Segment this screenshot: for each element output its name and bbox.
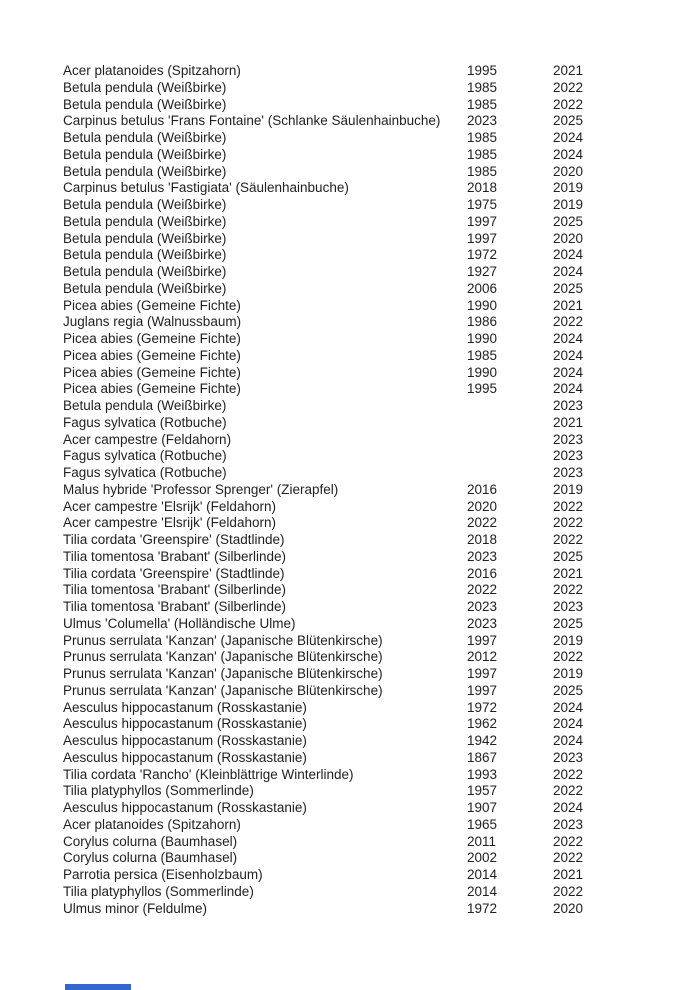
year-column-2-value: 2022 [553, 515, 584, 531]
tree-name-label: Betula pendula (Weißbirke) [63, 247, 227, 263]
table-row [0, 783, 700, 800]
tree-name-label: Aesculus hippocastanum (Rosskastanie) [63, 800, 307, 815]
year-column-1-value: 1965 [467, 816, 498, 832]
table-row [0, 381, 700, 398]
year-column-1-value: 1997 [467, 213, 498, 229]
year-column-1-value: 2002 [467, 850, 498, 866]
year-column-2-value: 2019 [553, 180, 584, 196]
tree-name-label: Betula pendula (Weißbirke) [63, 230, 227, 246]
year-column-2-value: 2023 [553, 431, 584, 447]
year-column-1-value: 2022 [467, 582, 498, 598]
tree-name-label: Acer platanoides (Spitzahorn) [63, 63, 241, 78]
tree-name-label: Tilia cordata 'Greenspire' (Stadtlinde) [63, 565, 285, 581]
year-column-1-value: 1997 [467, 682, 498, 698]
tree-name-label: Betula pendula (Weißbirke) [63, 163, 227, 179]
tree-name-label: Corylus colurna (Baumhasel) [63, 850, 238, 866]
year-column-2-value: 2022 [553, 783, 584, 799]
tree-name-label: Acer campestre 'Elsrijk' (Feldahorn) [63, 515, 276, 531]
tree-name-label: Acer campestre (Feldahorn) [63, 431, 232, 447]
tree-name-label: Acer campestre 'Elsrijk' (Feldahorn) [63, 498, 276, 514]
tree-name-label: Tilia tomentosa 'Brabant' (Silberlinde) [63, 548, 287, 564]
year-column-2-value: 2022 [553, 532, 584, 547]
tree-name-label: Fagus sylvatica (Rotbuche) [63, 465, 227, 480]
year-column-1-value: 2023 [467, 548, 498, 564]
table-row [0, 633, 700, 650]
year-column-1-value: 2022 [467, 515, 498, 531]
year-column-2-value: 2024 [553, 347, 584, 363]
tree-name-label: Parrotia persica (Eisenholzbaum) [63, 867, 263, 882]
table-row [0, 499, 700, 516]
table-row [0, 180, 700, 197]
tree-name-label: Betula pendula (Weißbirke) [63, 146, 227, 162]
year-column-1-value: 2018 [467, 180, 498, 196]
year-column-1-value: 1927 [467, 264, 498, 279]
tree-name-label: Betula pendula (Weißbirke) [63, 79, 227, 95]
year-column-2-value: 2023 [553, 599, 584, 614]
year-column-2-value: 2019 [553, 666, 584, 681]
tree-name-label: Picea abies (Gemeine Fichte) [63, 381, 241, 397]
tree-name-label: Prunus serrulata 'Kanzan' (Japanische Blütenkirsche) [63, 632, 383, 648]
tree-name-label: Acer platanoides (Spitzahorn) [63, 816, 241, 832]
table-row [0, 281, 700, 298]
year-column-2-value: 2022 [553, 833, 584, 849]
tree-name-label: Betula pendula (Weißbirke) [63, 213, 227, 229]
year-column-1-value: 1942 [467, 733, 498, 748]
year-column-1-value: 2014 [467, 867, 498, 882]
table-row [0, 700, 700, 717]
year-column-2-value: 2020 [553, 900, 584, 916]
table-row [0, 231, 700, 248]
year-column-2-value: 2025 [553, 280, 584, 296]
year-column-1-value: 1907 [467, 800, 498, 815]
table-row [0, 314, 700, 331]
table-row [0, 901, 700, 918]
year-column-1-value: 2020 [467, 498, 498, 514]
tree-name-label: Betula pendula (Weißbirke) [63, 96, 227, 112]
year-column-2-value: 2022 [553, 582, 584, 598]
table-row [0, 97, 700, 114]
year-column-1-value: 1993 [467, 766, 498, 782]
tree-name-label: Betula pendula (Weißbirke) [63, 197, 227, 212]
table-row [0, 348, 700, 365]
year-column-2-value: 2023 [553, 749, 584, 765]
table-row [0, 683, 700, 700]
year-column-2-value: 2020 [553, 163, 584, 179]
year-column-1-value: 2016 [467, 481, 498, 497]
year-column-2-value: 2022 [553, 649, 584, 665]
table-row [0, 867, 700, 884]
year-column-1-value: 2012 [467, 649, 498, 665]
year-column-2-value: 2022 [553, 96, 584, 112]
tree-name-label: Aesculus hippocastanum (Rosskastanie) [63, 699, 307, 715]
tree-name-label: Betula pendula (Weißbirke) [63, 398, 227, 413]
table-row [0, 616, 700, 633]
table-row [0, 515, 700, 532]
year-column-2-value: 2024 [553, 146, 584, 162]
tree-name-label: Picea abies (Gemeine Fichte) [63, 331, 241, 346]
table-row [0, 716, 700, 733]
table-row [0, 767, 700, 784]
table-row [0, 164, 700, 181]
year-column-2-value: 2025 [553, 113, 584, 129]
tree-name-label: Picea abies (Gemeine Fichte) [63, 297, 241, 313]
tree-name-label: Tilia tomentosa 'Brabant' (Silberlinde) [63, 599, 287, 614]
year-column-2-value: 2024 [553, 733, 584, 748]
tree-name-label: Prunus serrulata 'Kanzan' (Japanische Blütenkirsche) [63, 682, 383, 698]
table-row [0, 63, 700, 80]
year-column-1-value: 2018 [467, 532, 498, 547]
table-row [0, 113, 700, 130]
year-column-1-value: 2006 [467, 280, 498, 296]
year-column-1-value: 1990 [467, 331, 498, 346]
tree-name-label: Prunus serrulata 'Kanzan' (Japanische Blütenkirsche) [63, 649, 383, 665]
tree-name-label: Tilia cordata 'Rancho' (Kleinblättrige Winterlinde) [63, 766, 354, 782]
year-column-2-value: 2023 [553, 465, 584, 480]
table-row [0, 130, 700, 147]
year-column-1-value: 2023 [467, 615, 498, 631]
table-row [0, 432, 700, 449]
table-row [0, 247, 700, 264]
table-row [0, 365, 700, 382]
year-column-1-value: 1997 [467, 666, 498, 681]
table-row [0, 800, 700, 817]
tree-name-label: Aesculus hippocastanum (Rosskastanie) [63, 716, 307, 732]
year-column-1-value: 2016 [467, 565, 498, 581]
year-column-1-value: 1972 [467, 900, 498, 916]
year-column-1-value: 2023 [467, 113, 498, 129]
year-column-1-value: 1985 [467, 79, 498, 95]
year-column-2-value: 2025 [553, 682, 584, 698]
clipped-blue-element[interactable] [65, 984, 131, 990]
year-column-2-value: 2021 [553, 867, 584, 882]
year-column-2-value: 2023 [553, 448, 584, 464]
year-column-2-value: 2024 [553, 331, 584, 346]
year-column-1-value: 1986 [467, 314, 498, 330]
year-column-2-value: 2022 [553, 79, 584, 95]
table-row [0, 197, 700, 214]
year-column-1-value: 1985 [467, 347, 498, 363]
table-row [0, 448, 700, 465]
year-column-2-value: 2021 [553, 297, 584, 313]
year-column-1-value: 1990 [467, 297, 498, 313]
table-row [0, 750, 700, 767]
year-column-2-value: 2025 [553, 548, 584, 564]
table-row [0, 549, 700, 566]
year-column-1-value: 1975 [467, 197, 498, 212]
year-column-1-value: 1972 [467, 699, 498, 715]
tree-name-label: Betula pendula (Weißbirke) [63, 280, 227, 296]
table-row [0, 532, 700, 549]
table-row [0, 850, 700, 867]
year-column-1-value: 1997 [467, 632, 498, 648]
table-row [0, 398, 700, 415]
year-column-1-value: 1957 [467, 783, 498, 799]
year-column-2-value: 2024 [553, 130, 584, 145]
table-row [0, 214, 700, 231]
year-column-1-value: 2011 [467, 833, 497, 849]
tree-name-label: Juglans regia (Walnussbaum) [63, 314, 242, 330]
table-row [0, 264, 700, 281]
year-column-2-value: 2023 [553, 816, 584, 832]
tree-name-label: Carpinus betulus 'Fastigiata' (Säulenhainbuche) [63, 180, 349, 196]
table-row [0, 147, 700, 164]
year-column-1-value: 1995 [467, 63, 498, 78]
year-column-1-value: 1985 [467, 146, 498, 162]
year-column-1-value: 1985 [467, 163, 498, 179]
tree-name-label: Fagus sylvatica (Rotbuche) [63, 448, 227, 464]
tree-name-label: Betula pendula (Weißbirke) [63, 264, 227, 279]
year-column-2-value: 2024 [553, 716, 584, 732]
tree-name-label: Fagus sylvatica (Rotbuche) [63, 414, 227, 430]
year-column-1-value: 2023 [467, 599, 498, 614]
year-column-2-value: 2022 [553, 314, 584, 330]
year-column-2-value: 2023 [553, 398, 584, 413]
tree-name-label: Tilia cordata 'Greenspire' (Stadtlinde) [63, 532, 285, 547]
tree-name-label: Aesculus hippocastanum (Rosskastanie) [63, 733, 307, 748]
table-row [0, 482, 700, 499]
table-row [0, 666, 700, 683]
table-row [0, 465, 700, 482]
tree-name-label: Ulmus minor (Feldulme) [63, 900, 208, 916]
year-column-2-value: 2021 [553, 414, 584, 430]
year-column-2-value: 2024 [553, 364, 584, 380]
year-column-2-value: 2019 [553, 632, 584, 648]
year-column-2-value: 2024 [553, 247, 584, 263]
year-column-1-value: 1972 [467, 247, 498, 263]
year-column-2-value: 2025 [553, 213, 584, 229]
year-column-2-value: 2021 [553, 565, 584, 581]
tree-name-label: Tilia platyphyllos (Sommerlinde) [63, 883, 254, 899]
tree-name-label: Picea abies (Gemeine Fichte) [63, 364, 241, 380]
year-column-1-value: 1997 [467, 230, 498, 246]
table-row [0, 566, 700, 583]
year-column-2-value: 2019 [553, 481, 584, 497]
table-row [0, 80, 700, 97]
year-column-2-value: 2021 [553, 63, 584, 78]
tree-name-label: Carpinus betulus 'Frans Fontaine' (Schlanke Säulenhainbuche) [63, 113, 441, 129]
table-row [0, 415, 700, 432]
tree-table [0, 63, 700, 917]
table-row [0, 649, 700, 666]
year-column-2-value: 2025 [553, 615, 584, 631]
table-row [0, 298, 700, 315]
year-column-1-value: 1867 [467, 749, 498, 765]
tree-name-label: Tilia platyphyllos (Sommerlinde) [63, 783, 254, 799]
year-column-2-value: 2022 [553, 883, 584, 899]
table-row [0, 582, 700, 599]
year-column-2-value: 2024 [553, 800, 584, 815]
year-column-1-value: 1985 [467, 130, 498, 145]
year-column-2-value: 2024 [553, 381, 584, 397]
year-column-2-value: 2024 [553, 699, 584, 715]
year-column-2-value: 2020 [553, 230, 584, 246]
year-column-1-value: 2014 [467, 883, 498, 899]
tree-name-label: Tilia tomentosa 'Brabant' (Silberlinde) [63, 582, 287, 598]
table-row [0, 817, 700, 834]
year-column-1-value: 1995 [467, 381, 498, 397]
year-column-2-value: 2024 [553, 264, 584, 279]
year-column-2-value: 2019 [553, 197, 584, 212]
tree-name-label: Ulmus 'Columella' (Holländische Ulme) [63, 615, 296, 631]
table-row [0, 834, 700, 851]
table-row [0, 331, 700, 348]
tree-name-label: Prunus serrulata 'Kanzan' (Japanische Blütenkirsche) [63, 666, 383, 681]
tree-name-label: Malus hybride 'Professor Sprenger' (Zierapfel) [63, 481, 339, 497]
tree-name-label: Aesculus hippocastanum (Rosskastanie) [63, 749, 307, 765]
table-row [0, 884, 700, 901]
year-column-1-value: 1985 [467, 96, 498, 112]
table-row [0, 599, 700, 616]
year-column-2-value: 2022 [553, 766, 584, 782]
tree-name-label: Picea abies (Gemeine Fichte) [63, 347, 241, 363]
year-column-1-value: 1990 [467, 364, 498, 380]
tree-name-label: Corylus colurna (Baumhasel) [63, 833, 238, 849]
year-column-1-value: 1962 [467, 716, 498, 732]
year-column-2-value: 2022 [553, 850, 584, 866]
year-column-2-value: 2022 [553, 498, 584, 514]
table-row [0, 733, 700, 750]
tree-name-label: Betula pendula (Weißbirke) [63, 130, 227, 145]
